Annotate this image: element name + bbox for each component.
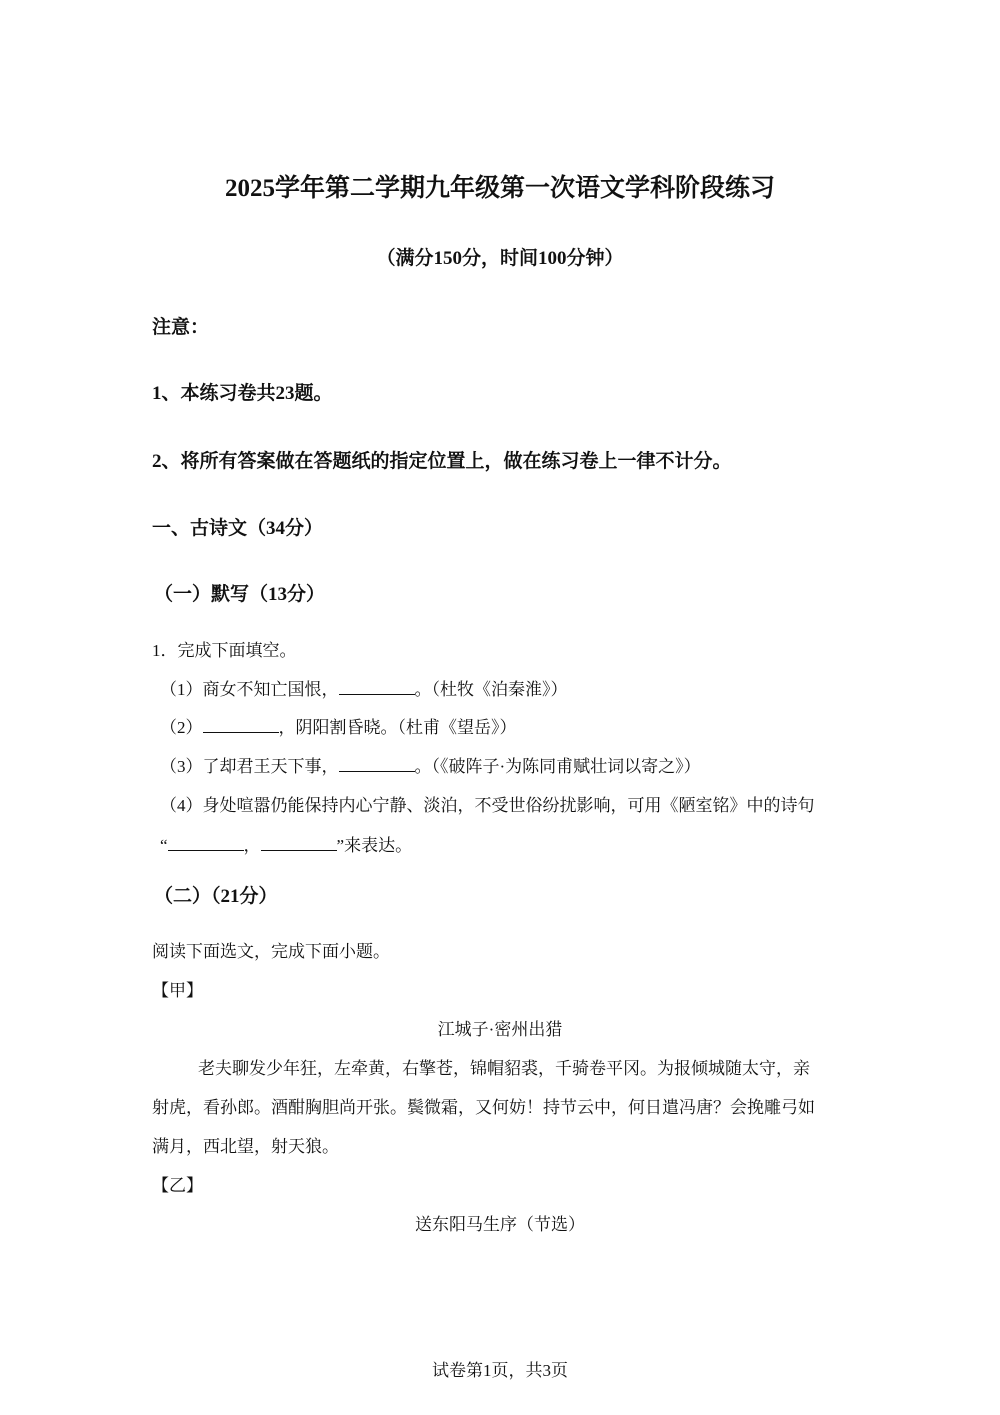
question-1-stem: 1．完成下面填空。: [152, 641, 297, 660]
exam-title: 2025学年第二学期九年级第一次语文学科阶段练习: [224, 175, 775, 202]
question-1-item-1: [160, 675, 568, 700]
reading-intro: 阅读下面选文，完成下面小题。: [152, 942, 390, 961]
item-1-pre: （1）商女不知亡国恨，: [160, 680, 339, 699]
item-3-post: 。（《破阵子·为陈同甫赋壮词以寄之》）: [414, 757, 701, 776]
quote-open: “: [160, 836, 168, 855]
passage-yi-label: 【乙】: [152, 1176, 203, 1195]
quote-close: ”来表达。: [336, 836, 413, 855]
answer-blank: [339, 757, 415, 772]
passage-yi-title: 送东阳马生序（节选）: [415, 1215, 585, 1234]
item-4-pre: （4）身处喧嚣仍能保持内心宁静、淡泊，不受世俗纷扰影响，可用《陋室铭》中的诗句: [160, 796, 815, 815]
notice-item-2: 2、将所有答案做在答题纸的指定位置上，做在练习卷上一律不计分。: [152, 451, 732, 472]
passage-jia-line-2: 射虎，看孙郎。酒酣胸胆尚开张。鬓微霜，又何妨！持节云中，何日遣冯唐？会挽雕弓如: [152, 1098, 815, 1117]
part1-heading: （一）默写（13分）: [154, 584, 326, 605]
question-1-item-4-continued: [160, 831, 412, 856]
passage-jia-line-3: 满月，西北望，射天狼。: [152, 1137, 339, 1156]
page-footer: 试卷第1页，共3页: [432, 1361, 568, 1380]
item-1-post: 。（杜牧《泊秦淮》）: [414, 680, 568, 699]
question-1-item-2: [160, 713, 517, 738]
part2-heading: （二）（21分）: [154, 886, 278, 907]
item-3-pre: （3）了却君王天下事，: [160, 757, 339, 776]
passage-jia-label: 【甲】: [152, 981, 203, 1000]
passage-jia-line-1: 老夫聊发少年狂，左牵黄，右擎苍，锦帽貂裘，千骑卷平冈。为报倾城随太守，亲: [198, 1059, 810, 1078]
exam-subtitle: （满分150分，时间100分钟）: [376, 248, 624, 269]
answer-blank: [261, 836, 337, 851]
quote-separator: ，: [243, 836, 261, 855]
notice-item-1: 1、本练习卷共23题。: [152, 383, 333, 404]
item-2-post: ，阴阳割昏晓。（杜甫《望岳》）: [278, 718, 517, 737]
question-1-item-4: [160, 791, 815, 816]
answer-blank: [339, 680, 415, 695]
item-2-pre: （2）: [160, 718, 203, 737]
passage-jia-title: 江城子·密州出猎: [437, 1020, 563, 1039]
answer-blank: [203, 718, 279, 733]
section-heading: 一、古诗文（34分）: [152, 518, 324, 539]
answer-blank: [168, 836, 244, 851]
notice-heading: 注意：: [152, 317, 210, 338]
question-1-item-3: [160, 752, 701, 777]
